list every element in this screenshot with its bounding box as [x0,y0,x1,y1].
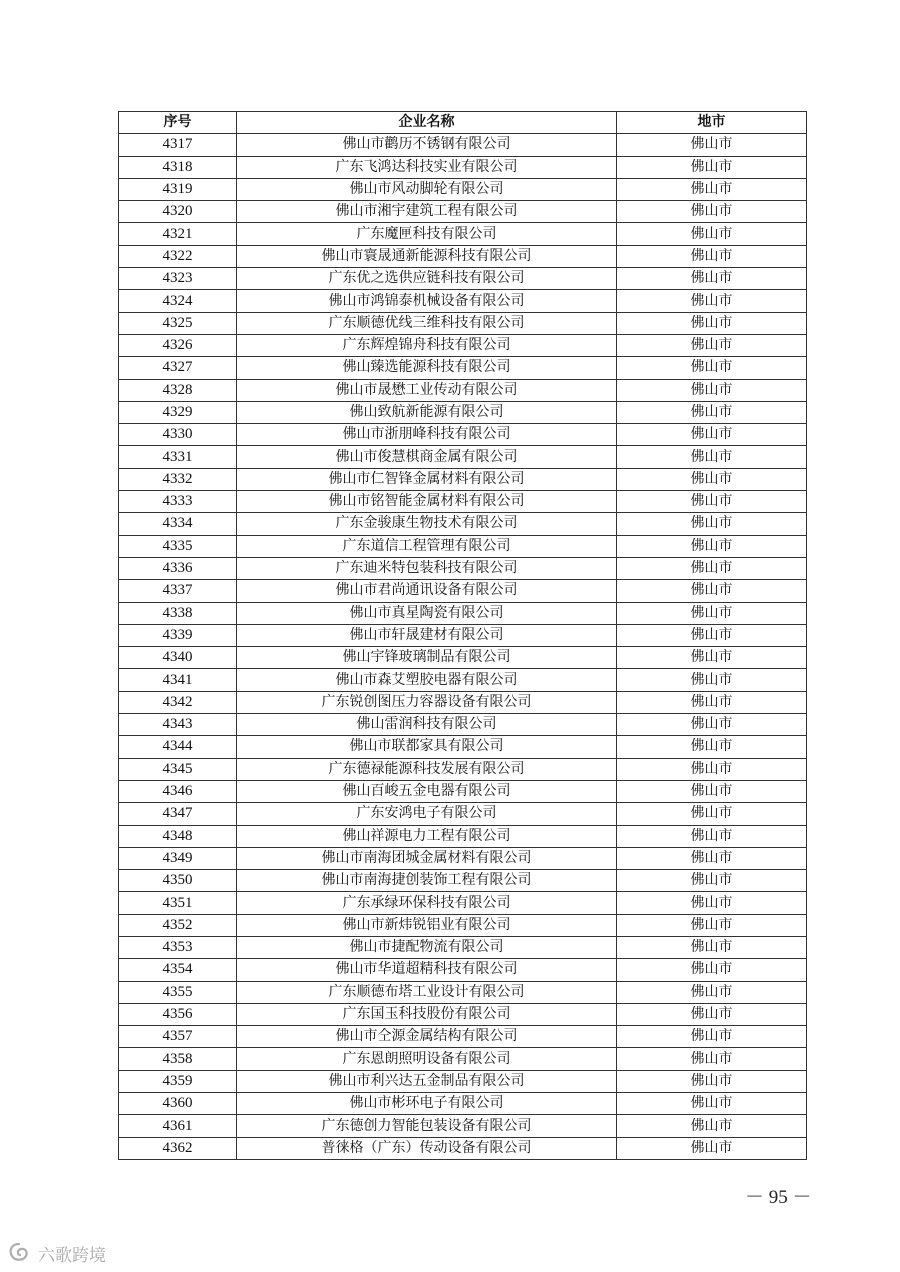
city-cell: 佛山市 [617,691,807,713]
city-cell: 佛山市 [617,1115,807,1137]
city-cell: 佛山市 [617,134,807,156]
company-name-cell: 广东道信工程管理有限公司 [237,535,617,557]
serial-number-cell: 4337 [119,580,237,602]
company-name-cell: 广东安鸿电子有限公司 [237,803,617,825]
city-cell: 佛山市 [617,424,807,446]
city-cell: 佛山市 [617,468,807,490]
city-cell: 佛山市 [617,513,807,535]
serial-number-cell: 4320 [119,201,237,223]
table-row [119,223,807,245]
table-row [119,1003,807,1025]
company-name-cell: 广东德创力智能包装设备有限公司 [237,1115,617,1137]
table-row [119,892,807,914]
serial-number-cell: 4336 [119,557,237,579]
table-row [119,245,807,267]
table-row [119,379,807,401]
company-name-cell: 广东顺德优线三维科技有限公司 [237,312,617,334]
company-name-cell: 佛山市利兴达五金制品有限公司 [237,1070,617,1092]
table-row [119,936,807,958]
city-cell: 佛山市 [617,245,807,267]
serial-number-cell: 4346 [119,780,237,802]
city-cell: 佛山市 [617,1048,807,1070]
serial-number-cell: 4345 [119,758,237,780]
serial-number-cell: 4350 [119,870,237,892]
company-name-cell: 佛山市森艾塑胶电器有限公司 [237,669,617,691]
city-cell: 佛山市 [617,758,807,780]
table-row [119,1115,807,1137]
city-cell: 佛山市 [617,1137,807,1159]
table-row [119,468,807,490]
serial-number-cell: 4340 [119,647,237,669]
city-cell: 佛山市 [617,959,807,981]
table-row [119,847,807,869]
company-name-cell: 佛山宇锋玻璃制品有限公司 [237,647,617,669]
company-name-cell: 佛山市联都家具有限公司 [237,736,617,758]
company-name-cell: 广东金骏康生物技术有限公司 [237,513,617,535]
serial-number-cell: 4349 [119,847,237,869]
city-cell: 佛山市 [617,334,807,356]
city-cell: 佛山市 [617,914,807,936]
company-name-cell: 广东锐创图压力容器设备有限公司 [237,691,617,713]
company-name-cell: 佛山市鹳历不锈钢有限公司 [237,134,617,156]
company-name-cell: 佛山百峻五金电器有限公司 [237,780,617,802]
city-cell: 佛山市 [617,223,807,245]
company-name-cell: 广东飞鸿达科技实业有限公司 [237,156,617,178]
table-row [119,312,807,334]
serial-number-cell: 4341 [119,669,237,691]
company-name-cell: 佛山市寰晟通新能源科技有限公司 [237,245,617,267]
table-row [119,714,807,736]
table-row [119,491,807,513]
serial-number-cell: 4359 [119,1070,237,1092]
table-row [119,535,807,557]
company-name-cell: 佛山市风动脚轮有限公司 [237,178,617,200]
watermark-text: 六歌跨境 [38,1245,106,1266]
table-row [119,602,807,624]
table-row [119,334,807,356]
serial-number-cell: 4319 [119,178,237,200]
city-cell: 佛山市 [617,1003,807,1025]
city-cell: 佛山市 [617,312,807,334]
city-cell: 佛山市 [617,825,807,847]
table-row [119,357,807,379]
serial-number-cell: 4361 [119,1115,237,1137]
table-row [119,1137,807,1159]
company-name-cell: 广东恩朗照明设备有限公司 [237,1048,617,1070]
serial-number-cell: 4344 [119,736,237,758]
serial-number-cell: 4356 [119,1003,237,1025]
city-cell: 佛山市 [617,268,807,290]
city-cell: 佛山市 [617,847,807,869]
city-cell: 佛山市 [617,669,807,691]
city-cell: 佛山市 [617,1093,807,1115]
serial-number-cell: 4357 [119,1026,237,1048]
city-cell: 佛山市 [617,647,807,669]
header-serial-number: 序号 [119,112,237,134]
city-cell: 佛山市 [617,201,807,223]
serial-number-cell: 4328 [119,379,237,401]
company-name-cell: 佛山市铭智能金属材料有限公司 [237,491,617,513]
table-row [119,870,807,892]
table-row [119,669,807,691]
table-row [119,647,807,669]
company-name-cell: 佛山市捷配物流有限公司 [237,936,617,958]
table-row [119,780,807,802]
table-row [119,1070,807,1092]
city-cell: 佛山市 [617,736,807,758]
table-row [119,424,807,446]
company-name-cell: 广东迪米特包装科技有限公司 [237,557,617,579]
serial-number-cell: 4329 [119,401,237,423]
serial-number-cell: 4331 [119,446,237,468]
city-cell: 佛山市 [617,602,807,624]
table-row [119,914,807,936]
city-cell: 佛山市 [617,870,807,892]
watermark [6,1240,106,1266]
table-row [119,736,807,758]
header-company-name: 企业名称 [237,112,617,134]
table-row [119,268,807,290]
table-row [119,1093,807,1115]
company-name-cell: 广东辉煌锦舟科技有限公司 [237,334,617,356]
table-row [119,825,807,847]
city-cell: 佛山市 [617,936,807,958]
company-name-cell: 佛山市仝源金属结构有限公司 [237,1026,617,1048]
table-row [119,446,807,468]
company-name-cell: 佛山雷润科技有限公司 [237,714,617,736]
serial-number-cell: 4332 [119,468,237,490]
header-city: 地市 [617,112,807,134]
company-name-cell: 佛山市君尚通讯设备有限公司 [237,580,617,602]
enterprise-table [118,111,807,1160]
table-row [119,134,807,156]
table-row [119,981,807,1003]
table-row [119,1026,807,1048]
city-cell: 佛山市 [617,491,807,513]
page-number: － 95 － [745,1187,812,1208]
serial-number-cell: 4339 [119,624,237,646]
company-name-cell: 佛山市湘宇建筑工程有限公司 [237,201,617,223]
company-name-cell: 佛山市俊慧棋商金属有限公司 [237,446,617,468]
city-cell: 佛山市 [617,714,807,736]
city-cell: 佛山市 [617,981,807,1003]
city-cell: 佛山市 [617,892,807,914]
table-row [119,691,807,713]
company-name-cell: 佛山市彬环电子有限公司 [237,1093,617,1115]
company-name-cell: 佛山臻选能源科技有限公司 [237,357,617,379]
city-cell: 佛山市 [617,1070,807,1092]
company-name-cell: 佛山市浙朋峰科技有限公司 [237,424,617,446]
table-row [119,624,807,646]
table-row [119,201,807,223]
city-cell: 佛山市 [617,290,807,312]
serial-number-cell: 4335 [119,535,237,557]
company-name-cell: 广东国玉科技股份有限公司 [237,1003,617,1025]
company-name-cell: 佛山致航新能源有限公司 [237,401,617,423]
company-name-cell: 广东顺德布塔工业设计有限公司 [237,981,617,1003]
serial-number-cell: 4343 [119,714,237,736]
serial-number-cell: 4327 [119,357,237,379]
city-cell: 佛山市 [617,580,807,602]
table-row [119,156,807,178]
company-name-cell: 广东承绿环保科技有限公司 [237,892,617,914]
table-row [119,178,807,200]
serial-number-cell: 4352 [119,914,237,936]
table-row [119,290,807,312]
city-cell: 佛山市 [617,1026,807,1048]
serial-number-cell: 4362 [119,1137,237,1159]
serial-number-cell: 4351 [119,892,237,914]
serial-number-cell: 4353 [119,936,237,958]
company-name-cell: 广东德禄能源科技发展有限公司 [237,758,617,780]
company-name-cell: 佛山市鸿锦泰机械设备有限公司 [237,290,617,312]
table-row [119,1048,807,1070]
company-name-cell: 普徕格（广东）传动设备有限公司 [237,1137,617,1159]
table-row [119,580,807,602]
serial-number-cell: 4360 [119,1093,237,1115]
city-cell: 佛山市 [617,156,807,178]
serial-number-cell: 4323 [119,268,237,290]
city-cell: 佛山市 [617,780,807,802]
company-name-cell: 佛山市南海捷创装饰工程有限公司 [237,870,617,892]
serial-number-cell: 4334 [119,513,237,535]
serial-number-cell: 4317 [119,134,237,156]
serial-number-cell: 4348 [119,825,237,847]
serial-number-cell: 4347 [119,803,237,825]
serial-number-cell: 4322 [119,245,237,267]
table-row [119,557,807,579]
city-cell: 佛山市 [617,624,807,646]
company-name-cell: 广东魔匣科技有限公司 [237,223,617,245]
city-cell: 佛山市 [617,357,807,379]
serial-number-cell: 4321 [119,223,237,245]
company-name-cell: 佛山祥源电力工程有限公司 [237,825,617,847]
city-cell: 佛山市 [617,535,807,557]
company-name-cell: 佛山市新炜锐铝业有限公司 [237,914,617,936]
company-name-cell: 佛山市真星陶瓷有限公司 [237,602,617,624]
table-row [119,803,807,825]
serial-number-cell: 4354 [119,959,237,981]
serial-number-cell: 4326 [119,334,237,356]
company-name-cell: 佛山市南海团城金属材料有限公司 [237,847,617,869]
swirl-logo-icon [6,1241,32,1265]
table-row [119,959,807,981]
city-cell: 佛山市 [617,379,807,401]
table-header-row [119,112,807,134]
serial-number-cell: 4358 [119,1048,237,1070]
serial-number-cell: 4338 [119,602,237,624]
city-cell: 佛山市 [617,178,807,200]
company-name-cell: 佛山市晟懋工业传动有限公司 [237,379,617,401]
company-name-cell: 佛山市轩晟建材有限公司 [237,624,617,646]
company-name-cell: 广东优之选供应链科技有限公司 [237,268,617,290]
serial-number-cell: 4325 [119,312,237,334]
city-cell: 佛山市 [617,557,807,579]
company-name-cell: 佛山市华道超精科技有限公司 [237,959,617,981]
city-cell: 佛山市 [617,446,807,468]
serial-number-cell: 4342 [119,691,237,713]
city-cell: 佛山市 [617,401,807,423]
city-cell: 佛山市 [617,803,807,825]
company-name-cell: 佛山市仁智锋金属材料有限公司 [237,468,617,490]
serial-number-cell: 4355 [119,981,237,1003]
table-row [119,758,807,780]
serial-number-cell: 4324 [119,290,237,312]
table-row [119,513,807,535]
table-row [119,401,807,423]
serial-number-cell: 4330 [119,424,237,446]
serial-number-cell: 4333 [119,491,237,513]
serial-number-cell: 4318 [119,156,237,178]
